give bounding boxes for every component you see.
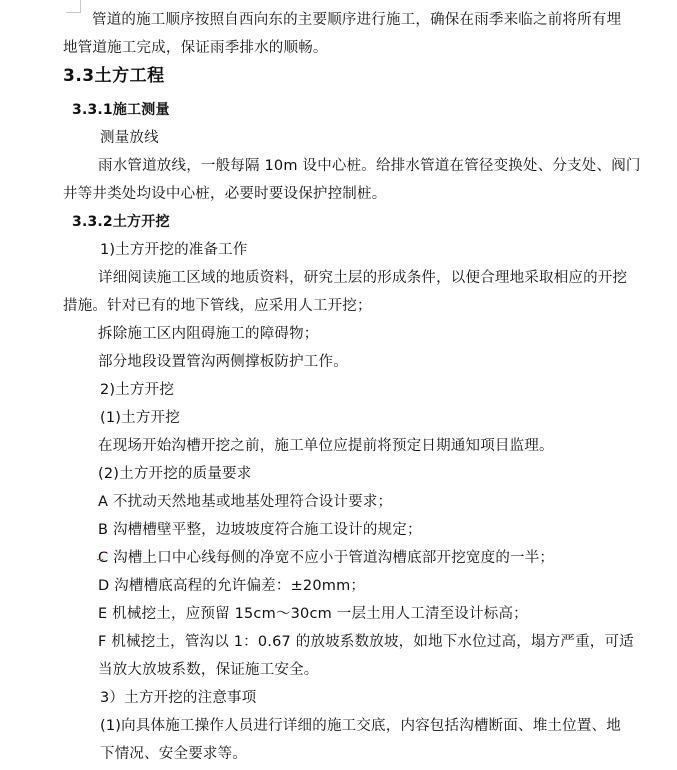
paragraph-line-21: D 沟槽槽底高程的允许偏差：±20mm；: [98, 578, 366, 594]
paragraph-line-14: 2)土方开挖: [100, 382, 175, 398]
paragraph-line-20: C 沟槽上口中心线每侧的净宽不应小于管道沟槽底部开挖宽度的一半；: [98, 550, 555, 566]
spellcheck-marker: [97, 557, 103, 560]
paragraph-line-16: 在现场开始沟槽开挖之前，施工单位应提前将预定日期通知项目监理。: [98, 438, 554, 454]
paragraph-line-24: 当放大放坡系数，保证施工安全。: [98, 662, 319, 678]
paragraph-line-7: 井等井类处均设中心桩，必要时要设保护控制桩。: [63, 186, 387, 202]
paragraph-line-1: 管道的施工顺序按照自西向东的主要顺序进行施工，确保在雨季来临之前将所有埋: [92, 12, 622, 28]
paragraph-line-15: (1)土方开挖: [100, 410, 180, 426]
paragraph-line-23: F 机械挖土，管沟以 1：0.67 的放坡系数放坡，如地下水位过高，塌方严重，可适: [98, 634, 634, 650]
paragraph-line-26: (1)向具体施工操作人员进行详细的施工交底，内容包括沟槽断面、堆土位置、地: [100, 718, 621, 734]
paragraph-line-5: 测量放线: [100, 130, 159, 146]
paragraph-line-12: 拆除施工区内阻碍施工的障碍物；: [98, 326, 319, 342]
paragraph-line-11: 措施。针对已有的地下管线，应采用人工开挖；: [63, 298, 372, 314]
paragraph-line-25: 3）土方开挖的注意事项: [100, 690, 257, 706]
subsection-heading-3-3-1: 3.3.1施工测量: [72, 102, 170, 118]
paragraph-line-17: (2)土方开挖的质量要求: [98, 466, 252, 482]
paragraph-line-18: A 不扰动天然地基或地基处理符合设计要求；: [98, 494, 393, 510]
paragraph-line-10: 详细阅读施工区域的地质资料，研究土层的形成条件，以便合理地采取相应的开挖: [98, 270, 628, 286]
paragraph-line-6: 雨水管道放线，一般每隔 10m 设中心桩。给排水管道在管径变换处、分支处、阀门: [98, 158, 641, 174]
paragraph-line-22: E 机械挖土，应预留 15cm～30cm 一层土用人工清至设计标高；: [98, 606, 528, 622]
section-heading-3-3: 3.3土方工程: [63, 66, 165, 86]
paragraph-line-2: 地管道施工完成，保证雨季排水的顺畅。: [63, 40, 328, 56]
subsection-heading-3-3-2: 3.3.2土方开挖: [72, 214, 170, 230]
paragraph-line-9: 1)土方开挖的准备工作: [100, 242, 248, 258]
paragraph-line-27: 下情况、安全要求等。: [100, 746, 247, 762]
page-corner-mark: [66, 0, 81, 13]
paragraph-line-13: 部分地段设置管沟两侧撑板防护工作。: [98, 354, 348, 370]
paragraph-line-19: B 沟槽槽壁平整，边坡坡度符合施工设计的规定；: [98, 522, 422, 538]
